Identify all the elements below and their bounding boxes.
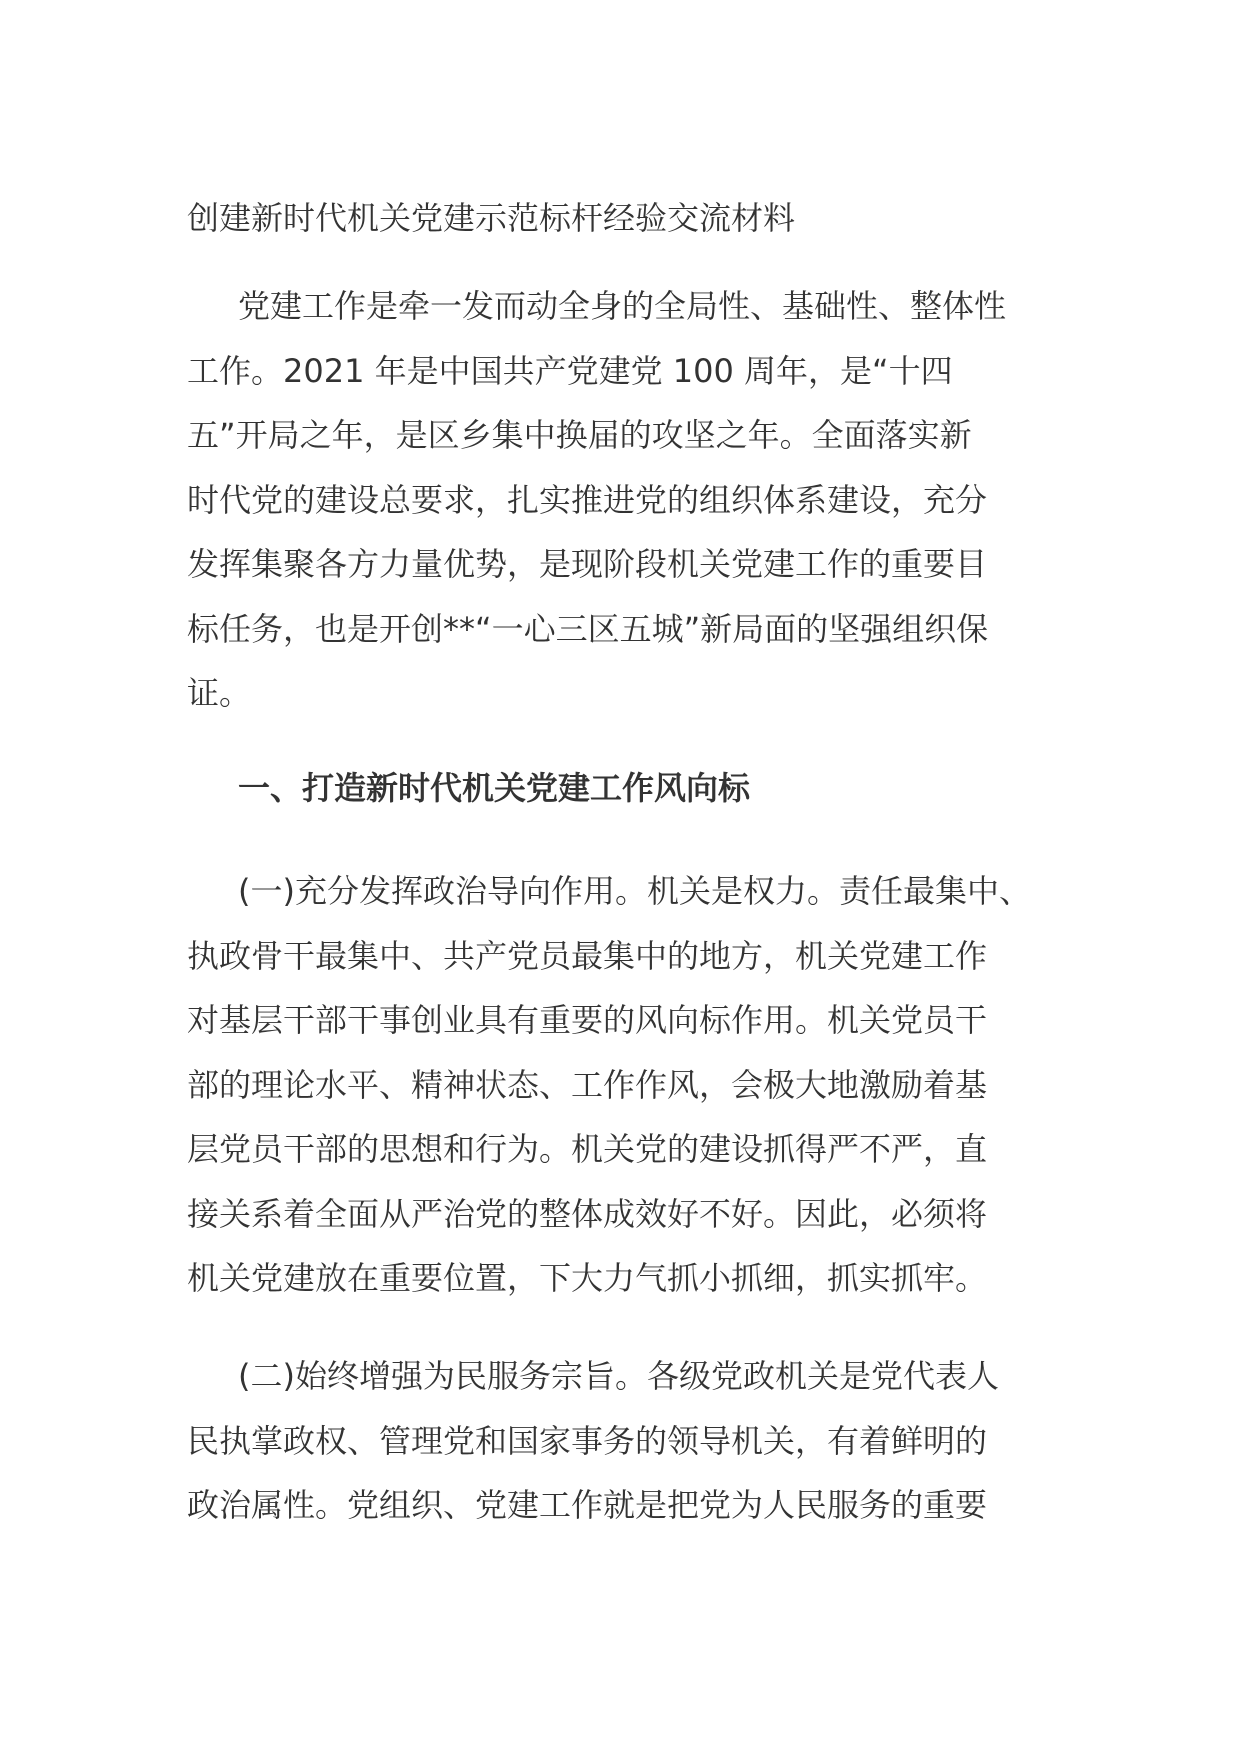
paragraph-line: 民执掌政权、管理党和国家事务的领导机关，有着鲜明的 bbox=[187, 1421, 988, 1460]
paragraph-line: 标任务，也是开创**“一心三区五城”新局面的坚强组织保 bbox=[187, 609, 989, 648]
paragraph-line: 证。 bbox=[187, 674, 252, 712]
paragraph-line: 党建工作是牵一发而动全身的全局性、基础性、整体性 bbox=[238, 287, 1007, 325]
paragraph-intro bbox=[187, 274, 1067, 726]
paragraph-service-purpose bbox=[187, 1344, 1067, 1538]
paragraph-line: (二)始终增强为民服务宗旨。各级党政机关是党代表人 bbox=[238, 1357, 999, 1395]
paragraph-line: 发挥集聚各方力量优势，是现阶段机关党建工作的重要目 bbox=[187, 545, 988, 583]
document-title: 创建新时代机关党建示范标杆经验交流材料 bbox=[187, 199, 796, 237]
paragraph-line: 部的理论水平、精神状态、工作作风，会极大地激励着基 bbox=[187, 1065, 988, 1104]
paragraph-line: 时代党的建设总要求，扎实推进党的组织体系建设，充分 bbox=[187, 480, 988, 519]
paragraph-line: 层党员干部的思想和行为。机关党的建设抓得严不严，直 bbox=[187, 1130, 988, 1168]
paragraph-line: 执政骨干最集中、共产党员最集中的地方，机关党建工作 bbox=[187, 936, 988, 975]
paragraph-line: 政治属性。党组织、党建工作就是把党为人民服务的重要 bbox=[187, 1486, 988, 1524]
paragraph-line: (一)充分发挥政治导向作用。机关是权力。责任最集中、 bbox=[238, 872, 1031, 910]
paragraph-line: 接关系着全面从严治党的整体成效好不好。因此，必须将 bbox=[187, 1194, 988, 1233]
paragraph-political-guidance bbox=[187, 859, 1067, 1311]
section-heading: 一、打造新时代机关党建工作风向标 bbox=[238, 769, 751, 807]
paragraph-line: 五”开局之年，是区乡集中换届的攻坚之年。全面落实新 bbox=[187, 416, 972, 454]
paragraph-line: 对基层干部干事创业具有重要的风向标作用。机关党员干 bbox=[187, 1001, 988, 1039]
paragraph-line: 工作。2021 年是中国共产党建党 100 周年，是“十四 bbox=[187, 351, 953, 390]
paragraph-line: 机关党建放在重要位置，下大力气抓小抓细，抓实抓牢。 bbox=[187, 1259, 988, 1297]
